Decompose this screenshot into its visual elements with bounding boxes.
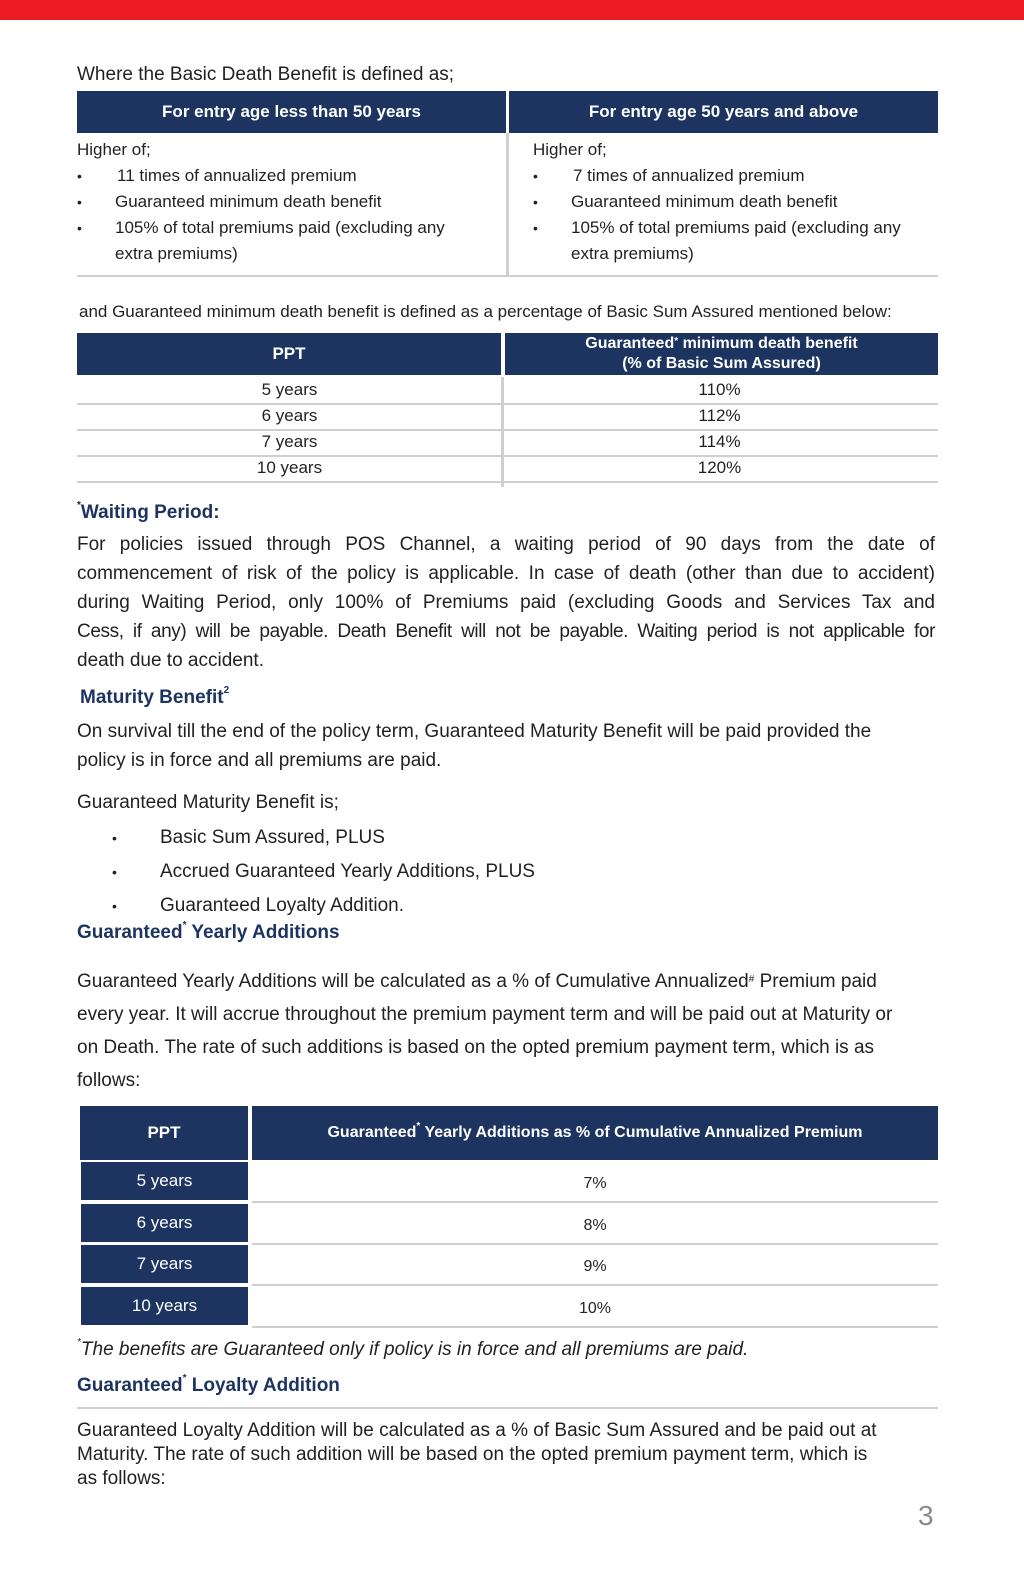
guarantee-note: *The benefits are Guaranteed only if policy is in force and all premiums are paid. — [77, 1337, 749, 1360]
gya-header-value: Guaranteed* Yearly Additions as % of Cumulative Annualized Premium — [252, 1106, 938, 1160]
death-table-header-2: For entry age 50 years and above — [509, 91, 938, 133]
list-item: • Guaranteed minimum death benefit — [533, 189, 933, 215]
death-table-header-1: For entry age less than 50 years — [77, 91, 506, 133]
gya-value-cell: 7% — [252, 1162, 938, 1203]
gya-value-cell: 9% — [252, 1245, 938, 1286]
list-item: • 105% of total premiums paid (excluding any extra premiums) — [77, 215, 477, 267]
loyalty-title: Guaranteed* Loyalty Addition — [77, 1373, 340, 1396]
death-benefit-intro: Where the Basic Death Benefit is defined as; — [77, 64, 455, 85]
death-benefit-table — [77, 91, 938, 277]
gya-ppt-cell: 7 years — [81, 1245, 248, 1283]
list-item: • Guaranteed Loyalty Addition. — [112, 895, 405, 916]
section-rule — [77, 1407, 938, 1409]
maturity-lead: Guaranteed Maturity Benefit is; — [77, 792, 339, 813]
table-row: 5 years 110% — [77, 377, 938, 405]
table-row: 7 years 114% — [77, 429, 938, 457]
gya-text: Guaranteed Yearly Additions will be calculated as a % of Cumulative Annualized# Premium paid every year. It will accrue throughout the premium payment term and will be paid out at Maturity or on Death. The rate of such additions is based on the opted premium payment term, which is as follows: — [77, 971, 893, 1091]
list-item: • 105% of total premiums paid (excluding any extra premiums) — [533, 215, 933, 267]
table-bottom-rule — [77, 275, 938, 277]
list-item: • 11 times of annualized premium — [77, 163, 477, 189]
gya-ppt-cell: 10 years — [81, 1287, 248, 1325]
gya-value-cell: 10% — [252, 1287, 938, 1328]
list-item: • Basic Sum Assured, PLUS — [112, 827, 385, 848]
table-row: 6 years 112% — [77, 403, 938, 431]
maturity-text: On survival till the end of the policy term, Guaranteed Maturity Benefit will be paid provided the policy is in force and all premiums are paid. — [77, 721, 872, 771]
loyalty-text: Guaranteed Loyalty Addition will be calculated as a % of Basic Sum Assured and be paid out at Maturity. The rate of such addition will be based on the opted premium payment term, which is as follows: — [77, 1420, 877, 1489]
list-item: • 7 times of annualized premium — [533, 163, 933, 189]
gya-title: Guaranteed* Yearly Additions — [77, 920, 340, 943]
gya-header-ppt: PPT — [80, 1106, 248, 1160]
gmdb-header-value: Guaranteed* minimum death benefit (% of Basic Sum Assured) — [505, 333, 938, 375]
gya-ppt-cell: 6 years — [81, 1204, 248, 1242]
gya-value-cell: 8% — [252, 1204, 938, 1245]
gmdb-header-ppt: PPT — [77, 333, 501, 375]
maturity-list — [112, 821, 535, 923]
waiting-period-title: *Waiting Period: — [77, 500, 220, 523]
column-divider — [501, 377, 504, 487]
list-item: • Accrued Guaranteed Yearly Additions, PLUS — [112, 861, 535, 882]
column-divider — [506, 133, 509, 275]
table-row: 10 years 120% — [77, 455, 938, 483]
waiting-period-text: For policies issued through POS Channel, a waiting period of 90 days from the date of commencement of risk of the policy is applicable. In case of death (other than due to accident) during Waiting Period, only 100% of Premiums paid (excluding Goods and Services Tax and Cess, if any) will be payable. Death Benefit will not be payable. Waiting period is not applicable for death due to accident. — [77, 534, 935, 671]
page-number: 3 — [918, 1500, 934, 1531]
list-item: • Guaranteed minimum death benefit — [77, 189, 477, 215]
death-table-cell-2: Higher of; • 7 times of annualized premium • Guaranteed minimum death benefit • 105% of total premiums paid (excluding any extra premiums) — [533, 137, 933, 267]
maturity-benefit-title: Maturity Benefit$^2$ — [80, 685, 230, 708]
gmdb-intro: and Guaranteed minimum death benefit is defined as a percentage of Basic Sum Assured mentioned below: — [79, 302, 892, 321]
death-table-cell-1: Higher of; • 11 times of annualized premium • Guaranteed minimum death benefit • 105% of total premiums paid (excluding any extra premiums) — [77, 137, 477, 267]
gya-ppt-cell: 5 years — [81, 1162, 248, 1200]
top-color-bar — [0, 0, 1024, 20]
